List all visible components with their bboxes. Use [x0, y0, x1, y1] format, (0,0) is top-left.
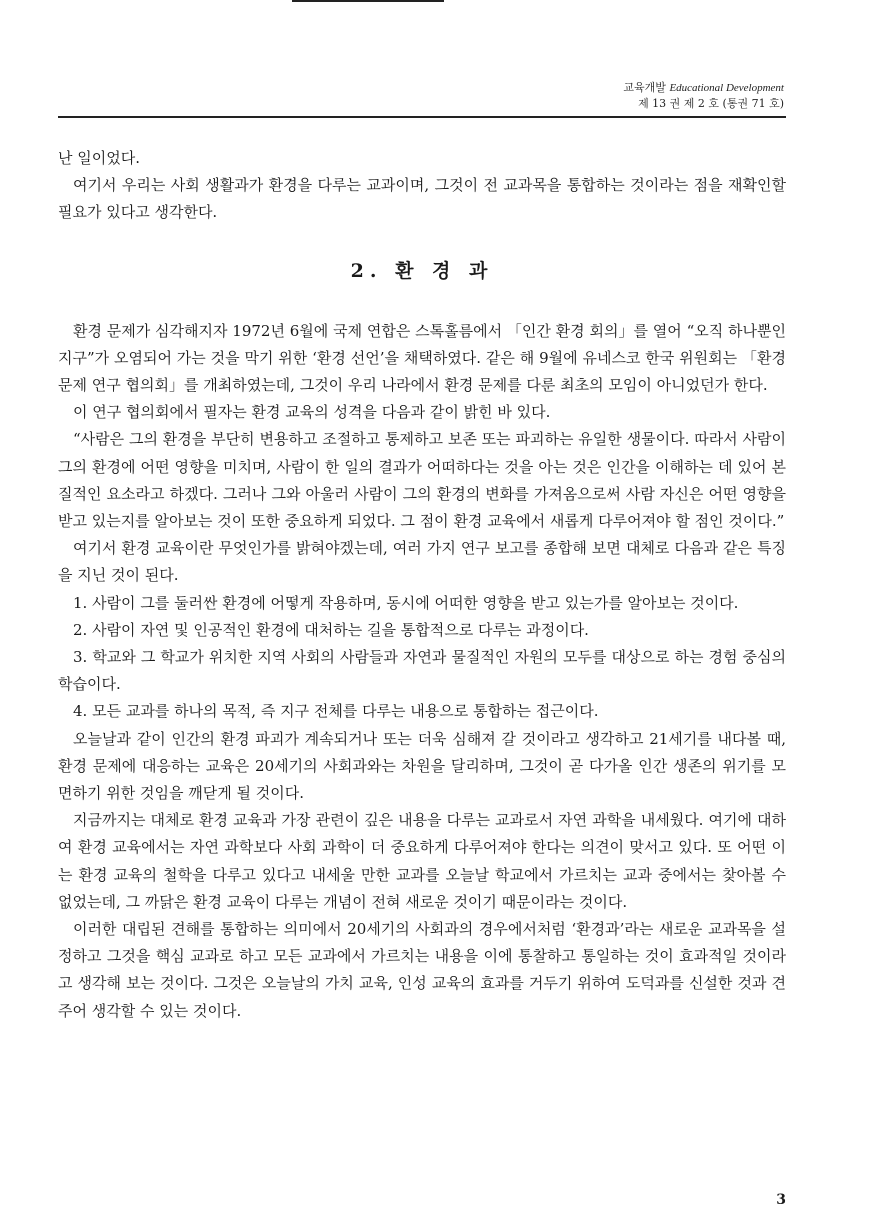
paragraph: 이러한 대립된 견해를 통합하는 의미에서 20세기의 사회과의 경우에서처럼 ‘환경과’라는 새로운 교과목을 설정하고 그것을 핵심 교과로 하고 모든 교과에서 가르치는 내용을 이에 통찰하고 통일하는 것이 효과적일 것이라고 생각해 보는 것이다. 그것은 오늘날의 가치 교육, 인성 교육의 효과를 거두기 위하여 도덕과를 신설한 것과 견주어 생각할 수 있는 것이다.	[58, 920, 786, 1020]
header-rule	[58, 116, 786, 118]
list-item: 3. 학교와 그 학교가 위치한 지역 사회의 사람들과 자연과 물질적인 자원의 모두를 대상으로 하는 경험 중심의 학습이다.	[58, 648, 786, 694]
paragraph: 환경 문제가 심각해지자 1972년 6월에 국제 연합은 스톡홀름에서 「인간 환경 회의」를 열어 “오직 하나뿐인 지구”가 오염되어 가는 것을 막기 위한 ‘환경 선언’을 채택하였다. 같은 해 9월에 유네스코 한국 위원회는 「환경 문제 연구 협의회」를 개최하였는데, 그것이 우리 나라에서 환경 문제를 다룬 최초의 모임이 아니었던가 한다.	[58, 321, 786, 395]
list-item: 4. 모든 교과를 하나의 목적, 즉 지구 전체를 다루는 내용으로 통합하는 접근이다.	[73, 702, 599, 721]
paragraph: 난 일이었다.	[58, 149, 140, 167]
journal-title-ko: 교육개발	[623, 81, 666, 94]
issue-info: 제 13 권 제 2 호 (통권 71 호)	[638, 97, 784, 110]
top-rule	[292, 0, 444, 2]
running-header	[623, 80, 784, 112]
paragraph: 여기서 환경 교육이란 무엇인가를 밝혀야겠는데, 여러 가지 연구 보고를 종합해 보면 대체로 다음과 같은 특징을 지닌 것이 된다.	[58, 539, 786, 585]
quote-paragraph: “사람은 그의 환경을 부단히 변용하고 조절하고 통제하고 보존 또는 파괴하는 유일한 생물이다. 따라서 사람이 그의 환경에 어떤 영향을 미치며, 사람이 한 일의 결과가 어떠하다는 것을 아는 것은 인간을 이해하는 데 있어 본질적인 요소라고 하겠다. 그러나 그와 아울러 사람이 그의 환경의 변화를 가져옴으로써 사람 자신은 어떤 영향을 받고 있는지를 알아보는 것이 또한 중요하게 되었다. 그 점이 환경 교육에서 새롭게 다루어져야 할 점인 것이다.”	[58, 430, 786, 531]
journal-title-en: Educational Development	[669, 82, 784, 94]
page-number: 3	[776, 1192, 786, 1208]
paragraph: 여기서 우리는 사회 생활과가 환경을 다루는 교과이며, 그것이 전 교과목을 통합하는 것이라는 점을 재확인할 필요가 있다고 생각한다.	[58, 176, 786, 222]
paragraph: 지금까지는 대체로 환경 교육과 가장 관련이 깊은 내용을 다루는 교과로서 자연 과학을 내세웠다. 여기에 대하여 환경 교육에서는 자연 과학보다 사회 과학이 더 중요하게 다루어져야 한다는 의견이 맞서고 있다. 또 어떤 이는 환경 교육의 철학을 다루고 있다고 내세울 만한 교과를 오늘날 학교에서 가르치는 교과 중에서는 찾아볼 수 없었는데, 그 까닭은 환경 교육이 다루는 개념이 전혀 새로운 것이기 때문이라는 것이다.	[58, 811, 786, 911]
paragraph: 오늘날과 같이 인간의 환경 파괴가 계속되거나 또는 더욱 심해져 갈 것이라고 생각하고 21세기를 내다볼 때, 환경 문제에 대응하는 교육은 20세기의 사회과와는 차원을 달리하며, 그것이 곧 다가올 인간 생존의 위기를 모면하기 위한 것임을 깨닫게 될 것이다.	[58, 729, 786, 803]
list-item: 1. 사람이 그를 둘러싼 환경에 어떻게 작용하며, 동시에 어떠한 영향을 받고 있는가를 알아보는 것이다.	[73, 593, 739, 612]
article-body	[58, 145, 786, 1025]
list-item: 2. 사람이 자연 및 인공적인 환경에 대처하는 길을 통합적으로 다루는 과정이다.	[73, 620, 589, 639]
section-heading: 2. 환 경 과	[350, 259, 494, 282]
journal-title-line	[623, 80, 784, 96]
paragraph: 이 연구 협의회에서 필자는 환경 교육의 성격을 다음과 같이 밝힌 바 있다.	[73, 403, 551, 422]
